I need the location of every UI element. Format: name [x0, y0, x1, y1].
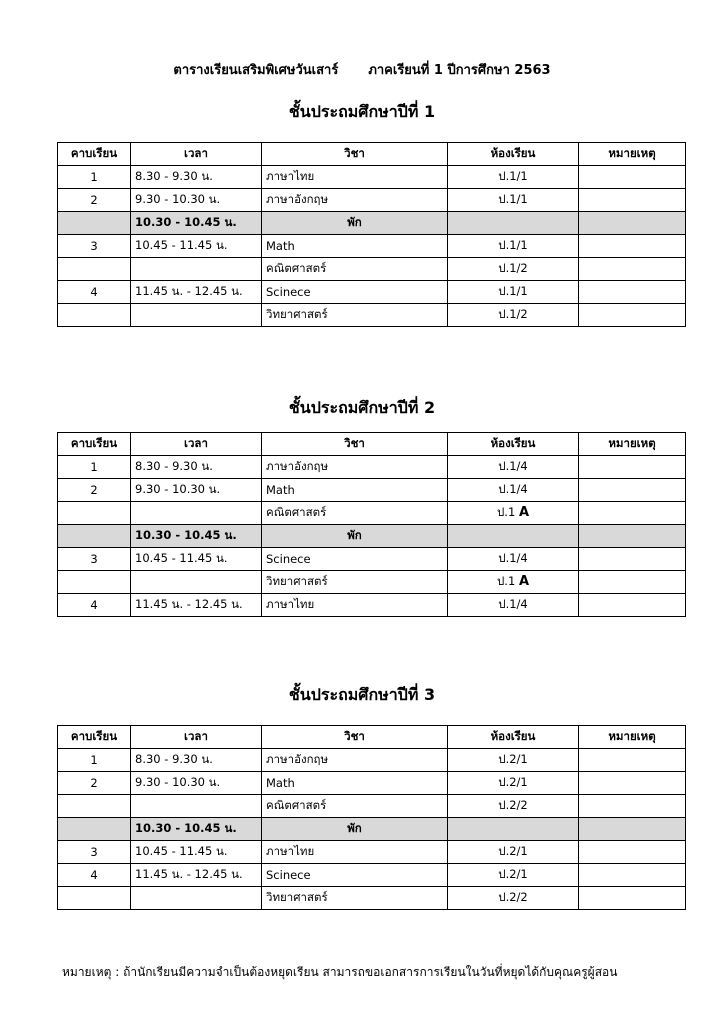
- room-code: ป.1/4: [498, 459, 528, 473]
- room-code: ป.1/1: [498, 169, 528, 183]
- cell-subject: Scinece: [262, 548, 448, 571]
- cell-subject: วิทยาศาสตร์: [262, 571, 448, 594]
- header-room: ห้องเรียน: [448, 143, 579, 166]
- cell-note: [579, 479, 686, 502]
- room-code: ป.2/2: [498, 890, 528, 904]
- cell-subject: พัก: [262, 818, 448, 841]
- cell-subject: คณิตศาสตร์: [262, 502, 448, 525]
- room-code: ป.1/2: [498, 307, 528, 321]
- cell-room: [448, 479, 579, 502]
- cell-note: [579, 212, 686, 235]
- header-room: ห้องเรียน: [448, 433, 579, 456]
- header-subject: วิชา: [262, 726, 448, 749]
- room-code: ป.2/1: [498, 775, 528, 789]
- table-row: [58, 548, 686, 571]
- cell-time: 10.45 - 11.45 น.: [131, 548, 262, 571]
- cell-time: 8.30 - 9.30 น.: [131, 456, 262, 479]
- break-row: [58, 818, 686, 841]
- cell-time: [131, 304, 262, 327]
- table-row: [58, 456, 686, 479]
- room-code: ป.2/1: [498, 844, 528, 858]
- cell-time: [131, 502, 262, 525]
- table-row: [58, 594, 686, 617]
- cell-room: [448, 281, 579, 304]
- cell-period: [58, 818, 131, 841]
- table-header-row: [58, 433, 686, 456]
- header-time: เวลา: [131, 726, 262, 749]
- header-subject: วิชา: [262, 433, 448, 456]
- cell-room: [448, 525, 579, 548]
- cell-period: [58, 502, 131, 525]
- cell-time: 8.30 - 9.30 น.: [131, 749, 262, 772]
- schedule-table: [57, 725, 686, 910]
- table-row: [58, 841, 686, 864]
- cell-time: 10.30 - 10.45 น.: [131, 818, 262, 841]
- cell-period: 3: [58, 841, 131, 864]
- cell-room: [448, 749, 579, 772]
- cell-period: 1: [58, 456, 131, 479]
- footer-note: หมายเหตุ : ถ้านักเรียนมีความจำเป็นต้องหยุดเรียน สามารถขอเอกสารการเรียนในวันที่หยุดได้กับคุณครูผู้สอน: [62, 965, 618, 979]
- room-code: ป.1/2: [498, 261, 528, 275]
- header-period: คาบเรียน: [58, 143, 131, 166]
- cell-room: [448, 818, 579, 841]
- cell-note: [579, 594, 686, 617]
- cell-period: 2: [58, 772, 131, 795]
- header-note: หมายเหตุ: [579, 726, 686, 749]
- grade-title: ชั้นประถมศึกษาปีที่ 2: [288, 398, 436, 417]
- cell-time: 8.30 - 9.30 น.: [131, 166, 262, 189]
- cell-note: [579, 795, 686, 818]
- cell-time: 11.45 น. - 12.45 น.: [131, 281, 262, 304]
- cell-room: [448, 571, 579, 594]
- table-row: [58, 795, 686, 818]
- room-suffix: A: [518, 574, 529, 589]
- cell-period: 2: [58, 479, 131, 502]
- cell-period: 4: [58, 281, 131, 304]
- cell-room: [448, 548, 579, 571]
- cell-period: 2: [58, 189, 131, 212]
- cell-room: [448, 258, 579, 281]
- cell-period: [58, 258, 131, 281]
- cell-room: [448, 304, 579, 327]
- cell-subject: ภาษาอังกฤษ: [262, 456, 448, 479]
- cell-subject: Scinece: [262, 864, 448, 887]
- document-title: [0, 59, 724, 80]
- cell-period: 1: [58, 749, 131, 772]
- cell-time: 10.45 - 11.45 น.: [131, 841, 262, 864]
- cell-note: [579, 502, 686, 525]
- table-header-row: [58, 726, 686, 749]
- cell-note: [579, 548, 686, 571]
- cell-time: 9.30 - 10.30 น.: [131, 772, 262, 795]
- cell-subject: Math: [262, 235, 448, 258]
- table-row: [58, 479, 686, 502]
- grade-title: ชั้นประถมศึกษาปีที่ 1: [288, 102, 436, 121]
- cell-subject: พัก: [262, 212, 448, 235]
- cell-room: [448, 594, 579, 617]
- table-row: [58, 281, 686, 304]
- cell-period: [58, 212, 131, 235]
- room-code: ป.2/1: [498, 867, 528, 881]
- cell-note: [579, 166, 686, 189]
- room-code: ป.1/4: [498, 551, 528, 565]
- cell-note: [579, 189, 686, 212]
- cell-time: 10.30 - 10.45 น.: [131, 212, 262, 235]
- table-row: [58, 502, 686, 525]
- cell-room: [448, 795, 579, 818]
- room-code: ป.2/1: [498, 752, 528, 766]
- cell-subject: ภาษาอังกฤษ: [262, 749, 448, 772]
- cell-room: [448, 887, 579, 910]
- cell-period: 4: [58, 594, 131, 617]
- cell-period: 3: [58, 548, 131, 571]
- room-code: ป.1/4: [498, 597, 528, 611]
- header-subject: วิชา: [262, 143, 448, 166]
- table-row: [58, 887, 686, 910]
- cell-period: 4: [58, 864, 131, 887]
- cell-room: [448, 189, 579, 212]
- cell-room: [448, 166, 579, 189]
- cell-note: [579, 772, 686, 795]
- cell-time: 9.30 - 10.30 น.: [131, 189, 262, 212]
- cell-time: [131, 258, 262, 281]
- cell-subject: วิทยาศาสตร์: [262, 887, 448, 910]
- cell-note: [579, 749, 686, 772]
- cell-note: [579, 818, 686, 841]
- cell-subject: Math: [262, 772, 448, 795]
- cell-time: [131, 795, 262, 818]
- cell-time: 11.45 น. - 12.45 น.: [131, 864, 262, 887]
- cell-subject: ภาษาอังกฤษ: [262, 189, 448, 212]
- cell-subject: วิทยาศาสตร์: [262, 304, 448, 327]
- cell-room: [448, 456, 579, 479]
- room-suffix: A: [518, 505, 529, 520]
- cell-note: [579, 525, 686, 548]
- header-time: เวลา: [131, 433, 262, 456]
- header-note: หมายเหตุ: [579, 143, 686, 166]
- header-room: ห้องเรียน: [448, 726, 579, 749]
- header-time: เวลา: [131, 143, 262, 166]
- schedule-table: [57, 142, 686, 327]
- cell-note: [579, 258, 686, 281]
- header-period: คาบเรียน: [58, 726, 131, 749]
- cell-time: 10.45 - 11.45 น.: [131, 235, 262, 258]
- cell-period: [58, 887, 131, 910]
- table-row: [58, 571, 686, 594]
- title-semester: ภาคเรียนที่ 1 ปีการศึกษา 2563: [368, 63, 551, 78]
- cell-room: [448, 212, 579, 235]
- table-row: [58, 749, 686, 772]
- cell-period: [58, 571, 131, 594]
- break-row: [58, 525, 686, 548]
- cell-period: [58, 525, 131, 548]
- cell-note: [579, 864, 686, 887]
- cell-subject: ภาษาไทย: [262, 594, 448, 617]
- cell-time: 10.30 - 10.45 น.: [131, 525, 262, 548]
- cell-room: [448, 502, 579, 525]
- cell-note: [579, 841, 686, 864]
- header-note: หมายเหตุ: [579, 433, 686, 456]
- cell-subject: ภาษาไทย: [262, 841, 448, 864]
- table-row: [58, 864, 686, 887]
- cell-note: [579, 571, 686, 594]
- cell-period: [58, 795, 131, 818]
- room-code: ป.1: [497, 505, 519, 519]
- table-row: [58, 189, 686, 212]
- room-code: ป.2/2: [498, 798, 528, 812]
- cell-note: [579, 235, 686, 258]
- cell-note: [579, 304, 686, 327]
- cell-note: [579, 456, 686, 479]
- cell-room: [448, 841, 579, 864]
- cell-period: [58, 304, 131, 327]
- table-row: [58, 235, 686, 258]
- table-row: [58, 166, 686, 189]
- header-period: คาบเรียน: [58, 433, 131, 456]
- cell-room: [448, 772, 579, 795]
- grade-title: ชั้นประถมศึกษาปีที่ 3: [288, 685, 436, 704]
- table-header-row: [58, 143, 686, 166]
- table-row: [58, 258, 686, 281]
- cell-subject: Math: [262, 479, 448, 502]
- table-row: [58, 772, 686, 795]
- cell-note: [579, 887, 686, 910]
- table-row: [58, 304, 686, 327]
- cell-subject: คณิตศาสตร์: [262, 258, 448, 281]
- title-schedule-name: ตารางเรียนเสริมพิเศษวันเสาร์: [173, 63, 339, 78]
- cell-time: 11.45 น. - 12.45 น.: [131, 594, 262, 617]
- cell-room: [448, 864, 579, 887]
- cell-note: [579, 281, 686, 304]
- room-code: ป.1/1: [498, 284, 528, 298]
- room-code: ป.1/1: [498, 238, 528, 252]
- schedule-table: [57, 432, 686, 617]
- cell-room: [448, 235, 579, 258]
- room-code: ป.1/1: [498, 192, 528, 206]
- cell-period: 3: [58, 235, 131, 258]
- cell-time: [131, 571, 262, 594]
- cell-period: 1: [58, 166, 131, 189]
- cell-time: [131, 887, 262, 910]
- break-row: [58, 212, 686, 235]
- room-code: ป.1: [497, 574, 519, 588]
- cell-subject: พัก: [262, 525, 448, 548]
- cell-subject: ภาษาไทย: [262, 166, 448, 189]
- cell-subject: Scinece: [262, 281, 448, 304]
- cell-time: 9.30 - 10.30 น.: [131, 479, 262, 502]
- room-code: ป.1/4: [498, 482, 528, 496]
- cell-subject: คณิตศาสตร์: [262, 795, 448, 818]
